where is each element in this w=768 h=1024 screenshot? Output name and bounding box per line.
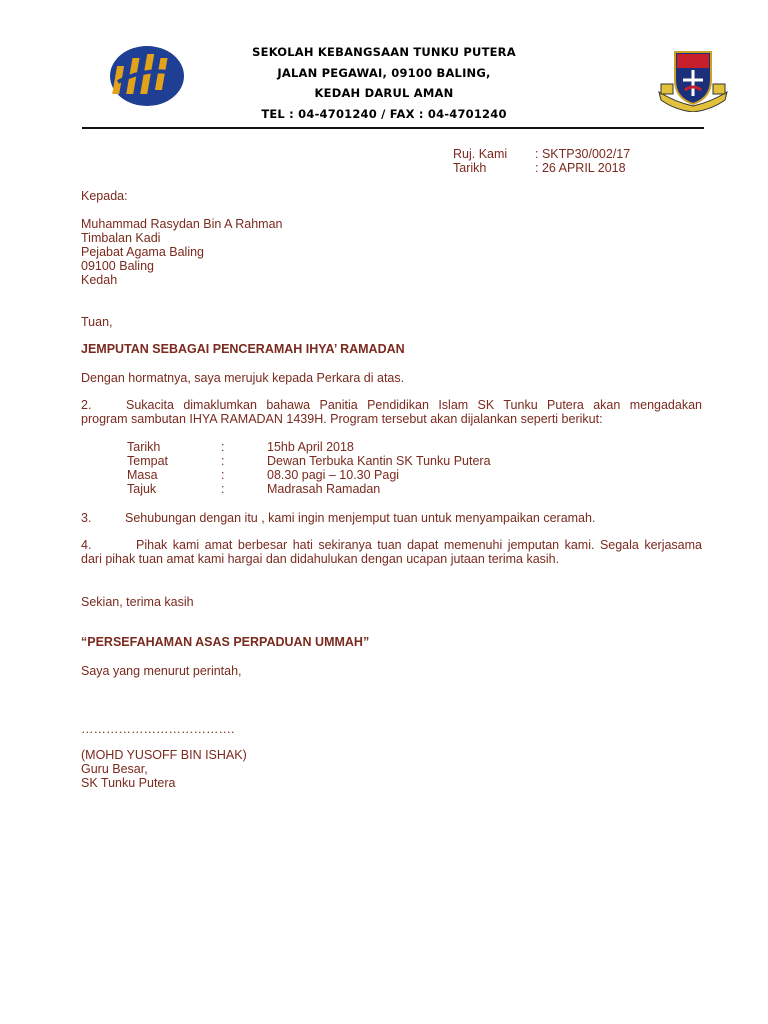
signatory-title: Guru Besar, bbox=[81, 762, 148, 776]
recipient-state: Kedah bbox=[81, 273, 118, 287]
motto: “PERSEFAHAMAN ASAS PERPADUAN UMMAH” bbox=[81, 635, 370, 649]
tarikh-value: : 26 APRIL 2018 bbox=[535, 161, 626, 175]
intro-paragraph: Dengan hormatnya, saya merujuk kepada Perkara di atas. bbox=[81, 371, 405, 385]
detail-value: 15hb April 2018 bbox=[267, 440, 354, 454]
school-name: SEKOLAH KEBANGSAAN TUNKU PUTERA bbox=[252, 45, 516, 59]
para4-line2: dari pihak tuan amat kami hargai dan didahulukan dengan ucapan jutaan terima kasih. bbox=[81, 552, 560, 566]
salutation: Tuan, bbox=[81, 315, 113, 329]
signatory-org: SK Tunku Putera bbox=[81, 776, 176, 790]
detail-label: Masa bbox=[127, 468, 158, 482]
para3-number: 3. bbox=[81, 511, 92, 525]
detail-label: Tempat bbox=[127, 454, 168, 468]
detail-value: Dewan Terbuka Kantin SK Tunku Putera bbox=[267, 454, 491, 468]
closing-line: Sekian, terima kasih bbox=[81, 595, 194, 609]
detail-label: Tarikh bbox=[127, 440, 161, 454]
recipient-postcode: 09100 Baling bbox=[81, 259, 154, 273]
para4-line1: Pihak kami amat berbesar hati sekiranya tuan dapat memenuhi jemputan kami. Segala kerjasama bbox=[136, 538, 702, 552]
detail-value: 08.30 pagi – 10.30 Pagi bbox=[267, 468, 400, 482]
recipient-office: Pejabat Agama Baling bbox=[81, 245, 205, 259]
school-address-line2: KEDAH DARUL AMAN bbox=[314, 86, 454, 100]
school-address-line1: JALAN PEGAWAI, 09100 BALING, bbox=[277, 66, 491, 80]
para2-line2: program sambutan IHYA RAMADAN 1439H. Program tersebut akan dijalankan seperti berikut: bbox=[81, 412, 603, 426]
tarikh-label: Tarikh bbox=[453, 161, 487, 175]
sign-off: Saya yang menurut perintah, bbox=[81, 664, 242, 678]
para2-number: 2. bbox=[81, 398, 92, 412]
ruj-value: : SKTP30/002/17 bbox=[535, 147, 631, 161]
school-crest bbox=[655, 46, 731, 112]
school-contact: TEL : 04-4701240 / FAX : 04-4701240 bbox=[261, 107, 507, 121]
detail-sep: : bbox=[221, 482, 225, 496]
recipient-name: Muhammad Rasydan Bin A Rahman bbox=[81, 217, 283, 231]
ruj-label: Ruj. Kami bbox=[453, 147, 508, 161]
para4-number: 4. bbox=[81, 538, 92, 552]
detail-sep: : bbox=[221, 468, 225, 482]
detail-value: Madrasah Ramadan bbox=[267, 482, 381, 496]
header-rule bbox=[82, 127, 704, 129]
detail-label: Tajuk bbox=[127, 482, 157, 496]
para3-text: Sehubungan dengan itu , kami ingin menjemput tuan untuk menyampaikan ceramah. bbox=[125, 511, 596, 525]
subject-heading: JEMPUTAN SEBAGAI PENCERAMAH IHYA’ RAMADAN bbox=[81, 342, 405, 356]
detail-sep: : bbox=[221, 454, 225, 468]
kepada-label: Kepada: bbox=[81, 189, 128, 203]
recipient-title: Timbalan Kadi bbox=[81, 231, 161, 245]
signatory-name: (MOHD YUSOFF BIN ISHAK) bbox=[81, 748, 247, 762]
signature-line: ………………………………. bbox=[81, 722, 235, 736]
para2-line1: Sukacita dimaklumkan bahawa Panitia Pendidikan Islam SK Tunku Putera akan mengadakan bbox=[126, 398, 702, 412]
detail-sep: : bbox=[221, 440, 225, 454]
